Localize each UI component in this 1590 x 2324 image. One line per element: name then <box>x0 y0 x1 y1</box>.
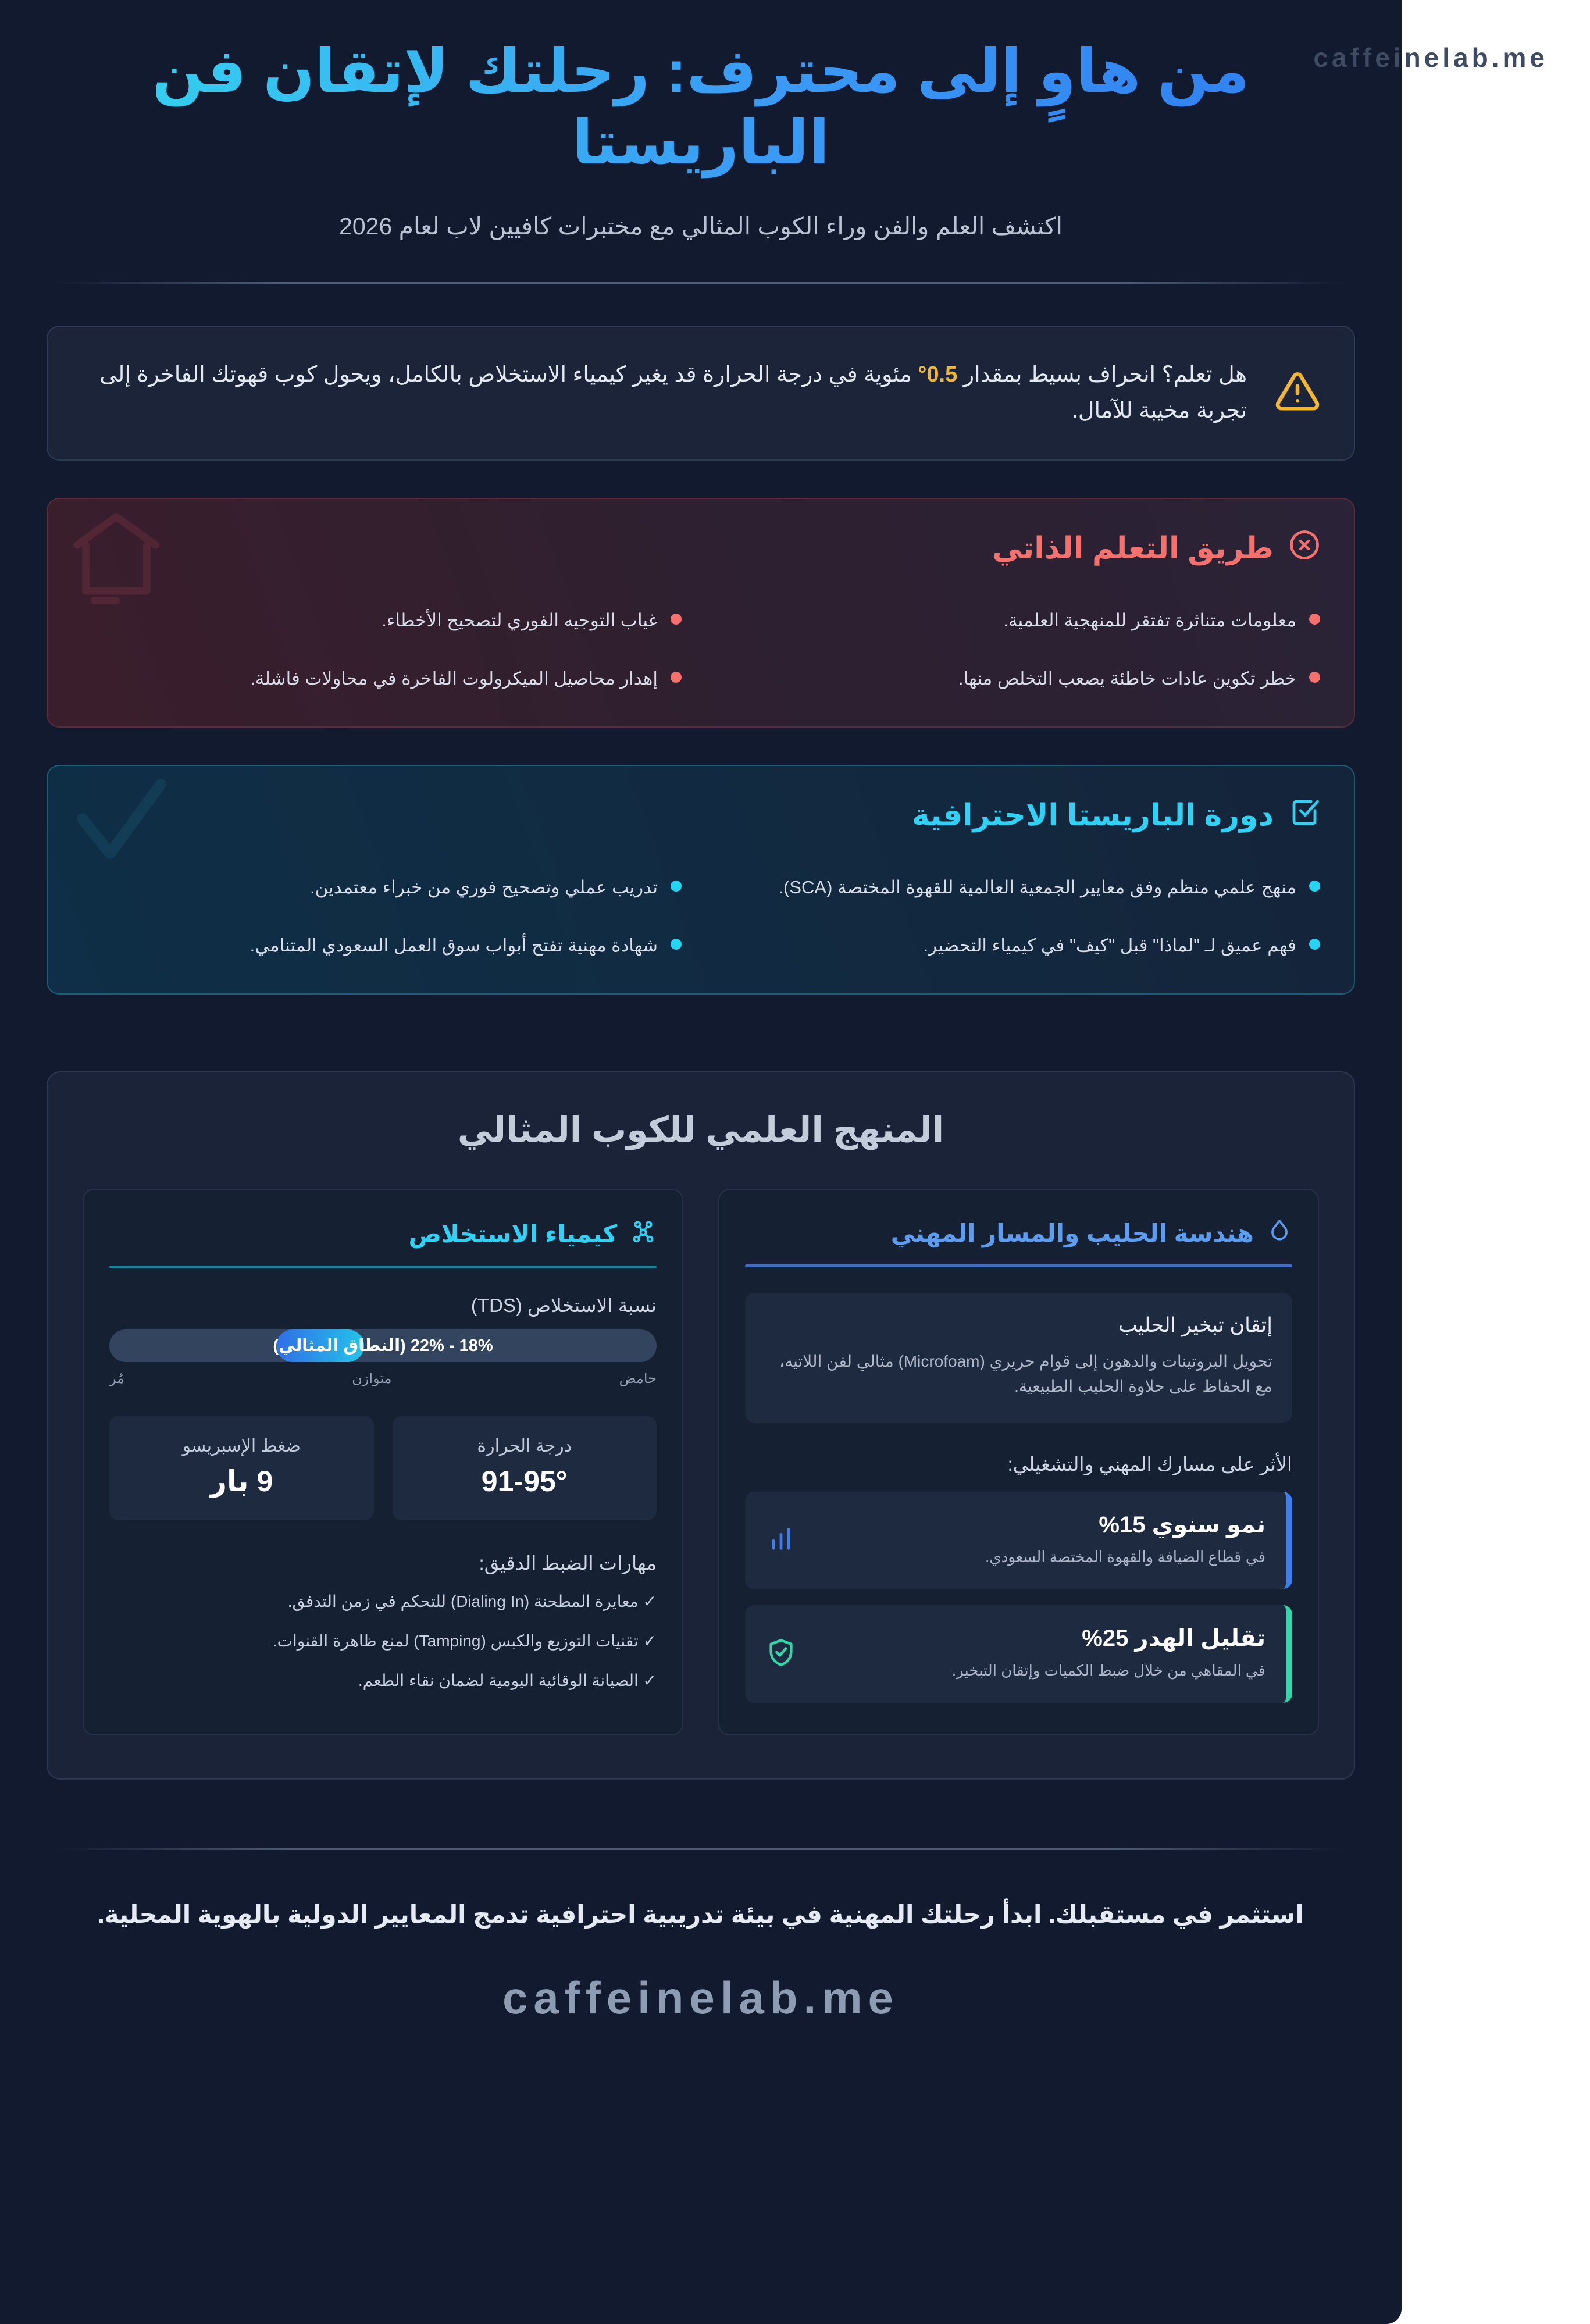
impact-waste-headline: تقليل الهدر 25% <box>1082 1626 1265 1652</box>
stat-temperature-label: درجة الحرارة <box>477 1436 572 1456</box>
shield-check-icon <box>766 1637 796 1670</box>
alert-text <box>81 357 1247 429</box>
skill-item: ✓ الصيانة الوقائية اليومية لضمان نقاء الطعم. <box>358 1671 657 1689</box>
warning-triangle-icon <box>1275 369 1320 417</box>
impact-waste-sub: في المقاهي من خلال ضبط الكميات وإتقان التبخير. <box>951 1662 1265 1680</box>
did-you-know-alert <box>47 326 1355 460</box>
list-item <box>720 874 1320 901</box>
impact-growth-body <box>812 1512 1265 1569</box>
stat-pressure <box>109 1416 374 1520</box>
bullet-dot-icon <box>671 881 682 892</box>
impact-card-growth <box>745 1492 1292 1589</box>
list-item-label: خطر تكوين عادات خاطئة يصعب التخلص منها. <box>958 668 1296 689</box>
impact-card-waste <box>745 1605 1292 1703</box>
chemistry-stats <box>109 1416 657 1520</box>
impact-growth-headline: نمو سنوي 15% <box>1099 1512 1265 1538</box>
tds-range-label: 18% - 22% (النطاق المثالي) <box>273 1336 493 1356</box>
tds-scale-middle: متوازن <box>352 1370 392 1386</box>
tds-bar-track <box>109 1329 657 1362</box>
extraction-chemistry-panel <box>83 1189 683 1735</box>
bullet-dot-icon <box>1309 672 1320 683</box>
professional-course-card <box>47 765 1355 995</box>
professional-course-title: دورة الباريستا الاحترافية <box>912 799 1274 833</box>
stat-temperature <box>393 1416 657 1520</box>
list-item <box>720 932 1320 960</box>
list-item-label: شهادة مهنية تفتح أبواب سوق العمل السعودي المتنامي. <box>249 935 658 956</box>
page-title: من هاوٍ إلى محترف: رحلتك لإتقان فن الباريستا <box>47 36 1355 179</box>
list-item <box>81 932 682 960</box>
methodology-columns <box>83 1189 1319 1735</box>
tds-scale-right: حامض <box>619 1370 657 1386</box>
professional-course-items <box>81 874 1320 960</box>
list-item-label: إهدار محاصيل الميكرولوت الفاخرة في محاولات فاشلة. <box>250 668 658 689</box>
professional-course-header <box>81 796 1320 835</box>
alert-text-before: هل تعلم؟ انحراف بسيط بمقدار <box>957 362 1247 387</box>
impact-title: الأثر على مسارك المهني والتشغيلي: <box>1007 1453 1292 1475</box>
list-item <box>720 665 1320 693</box>
footer-cta: استثمر في مستقبلك. ابدأ رحلتك المهنية في بيئة تدريبية احترافية تدمج المعايير الدولية بالهوية المحلية. <box>98 1900 1304 1928</box>
skill-item: ✓ تقنيات التوزيع والكبس (Tamping) لمنع ظاهرة القنوات. <box>272 1631 657 1650</box>
list-item-label: تدريب عملي وتصحيح فوري من خبراء معتمدين. <box>309 876 658 897</box>
molecule-icon <box>630 1218 657 1250</box>
droplet-icon <box>1267 1218 1292 1249</box>
bullet-dot-icon <box>671 614 682 625</box>
self-learning-card <box>47 498 1355 728</box>
watermark-top-right: caffeinelab.me <box>1313 42 1548 73</box>
footer-brand: caffeinelab.me <box>502 1972 899 2023</box>
list-item-label: فهم عميق لـ "لماذا" قبل "كيف" في كيمياء التحضير. <box>923 935 1296 956</box>
milk-panel-rule <box>745 1264 1292 1267</box>
methodology-section <box>47 1071 1355 1780</box>
bullet-dot-icon <box>671 939 682 950</box>
alert-highlight: 0.5° <box>918 362 958 387</box>
chemistry-panel-title: كيمياء الاستخلاص <box>408 1220 617 1248</box>
header <box>47 0 1355 240</box>
circle-x-icon <box>1289 529 1320 568</box>
tds-label: نسبة الاستخلاص (TDS) <box>470 1294 657 1316</box>
bar-chart-icon <box>766 1523 796 1556</box>
milk-note-body: تحويل البروتينات والدهون إلى قوام حريري (Microfoam) مثالي لفن اللاتيه، مع الحفاظ على حلاوة الحليب الطبيعية. <box>779 1352 1272 1396</box>
impact-growth-sub: في قطاع الضيافة والقهوة المختصة السعودي. <box>985 1548 1265 1566</box>
list-item-label: معلومات متناثرة تفتقر للمنهجية العلمية. <box>1003 609 1296 630</box>
stat-temperature-value: 91-95° <box>481 1464 568 1498</box>
list-item-label: غياب التوجيه الفوري لتصحيح الأخطاء. <box>382 609 658 630</box>
self-learning-header <box>81 529 1320 568</box>
list-item <box>81 874 682 901</box>
divider-bottom <box>54 1848 1348 1850</box>
stat-pressure-label: ضغط الإسبريسو <box>182 1436 301 1456</box>
alert-text-after: مئوية في درجة الحرارة قد يغير كيمياء الاستخلاص بالكامل، ويحول كوب قهوتك الفاخرة إلى تجربة مخيبة للآمال. <box>99 362 1247 423</box>
list-item <box>81 607 682 635</box>
milk-note-title: إتقان تبخير الحليب <box>1118 1313 1272 1336</box>
checkbox-checked-icon <box>1289 796 1320 835</box>
skills-title: مهارات الضبط الدقيق: <box>479 1552 657 1574</box>
bullet-dot-icon <box>1309 939 1320 950</box>
divider-top <box>54 282 1348 284</box>
methodology-title: المنهج العلمي للكوب المثالي <box>457 1110 944 1149</box>
stat-pressure-value: 9 بار <box>210 1464 273 1498</box>
milk-note-box <box>745 1293 1292 1423</box>
chemistry-panel-rule <box>109 1266 657 1268</box>
self-learning-items <box>81 607 1320 693</box>
list-item <box>81 665 682 693</box>
chemistry-panel-header <box>109 1218 657 1250</box>
milk-panel-title: هندسة الحليب والمسار المهني <box>890 1220 1254 1247</box>
bullet-dot-icon <box>671 672 682 683</box>
bullet-dot-icon <box>1309 881 1320 892</box>
milk-engineering-panel <box>718 1189 1319 1735</box>
list-item-label: منهج علمي منظم وفق معايير الجمعية العالمية للقهوة المختصة (SCA). <box>778 876 1296 897</box>
list-item <box>720 607 1320 635</box>
page-subtitle: اكتشف العلم والفن وراء الكوب المثالي مع مختبرات كافيين لاب لعام 2026 <box>339 213 1063 240</box>
milk-panel-header <box>745 1218 1292 1249</box>
tds-scale-left: مُر <box>109 1370 125 1386</box>
self-learning-title: طريق التعلم الذاتي <box>992 532 1274 566</box>
bullet-dot-icon <box>1309 614 1320 625</box>
skill-item: ✓ معايرة المطحنة (Dialing In) للتحكم في زمن التدفق. <box>287 1592 657 1610</box>
tds-scale <box>109 1370 657 1387</box>
impact-waste-body <box>812 1625 1265 1682</box>
